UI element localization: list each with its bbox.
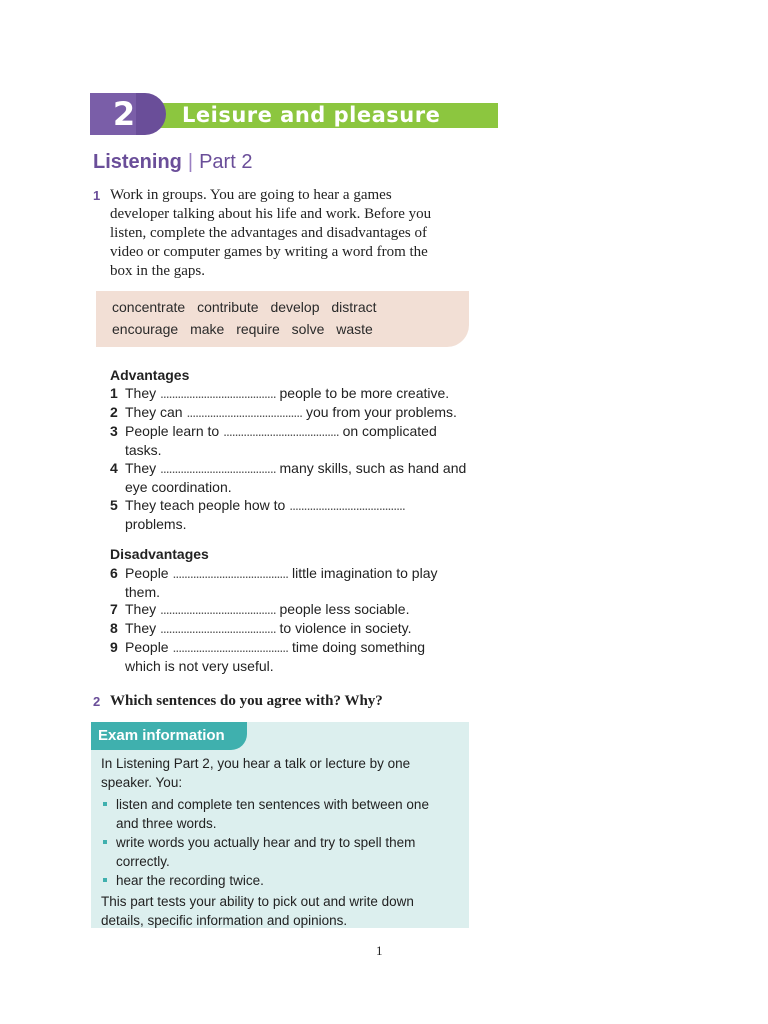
exam-outro-line: This part tests your ability to pick out and write down [101, 894, 414, 909]
word-item: make [190, 321, 225, 337]
item-number: 3 [110, 423, 118, 439]
item-text-before: People [125, 565, 169, 581]
item-text-before: They teach people how to [125, 497, 286, 513]
page-number: 1 [376, 943, 383, 958]
item-number: 2 [110, 404, 118, 420]
exam-bullet-line: correctly. [116, 854, 170, 869]
question-1-line: box in the gaps. [110, 263, 205, 279]
exam-intro-line: speaker. You: [101, 775, 183, 790]
exam-information-tab [91, 722, 247, 750]
answer-gap[interactable]: ........................................ [289, 497, 405, 513]
answer-gap[interactable]: ........................................ [160, 620, 276, 636]
item-number: 1 [110, 385, 118, 401]
exam-outro-line: details, specific information and opinions. [101, 913, 348, 928]
item-number: 9 [110, 639, 118, 655]
word-item: develop [270, 299, 320, 315]
item-text-before: People [125, 639, 169, 655]
item-text-continued: tasks. [125, 442, 162, 458]
item-text-continued: them. [125, 584, 161, 600]
disadvantages-heading: Disadvantages [110, 546, 209, 562]
item-text-before: They [125, 460, 157, 476]
section-subtitle: Part 2 [199, 151, 253, 173]
item-text-before: People learn to [125, 423, 220, 439]
word-row-2 [112, 321, 381, 337]
item-text-continued: which is not very useful. [125, 658, 274, 674]
item-number: 4 [110, 460, 118, 476]
answer-gap[interactable]: ........................................ [172, 639, 289, 655]
item-text-before: They [125, 385, 157, 401]
item-text-after: on complicated [342, 423, 437, 439]
answer-gap[interactable]: ........................................ [186, 404, 303, 420]
item-text-after: you from your problems. [305, 404, 457, 420]
item-number: 6 [110, 565, 118, 581]
question-2-number: 2 [93, 694, 101, 709]
word-item: solve [291, 321, 325, 337]
item-text-after: people to be more creative. [279, 385, 450, 401]
word-item: require [236, 321, 280, 337]
item-text-after: time doing something [291, 639, 426, 655]
item-text-continued: eye coordination. [125, 479, 232, 495]
exam-intro-line: In Listening Part 2, you hear a talk or lecture by one [101, 756, 411, 771]
item-text-after: to violence in society. [279, 620, 412, 636]
answer-gap[interactable]: ........................................ [160, 601, 276, 617]
item-text-after: little imagination to play [291, 565, 438, 581]
question-2-text: Which sentences do you agree with? Why? [110, 693, 383, 709]
answer-gap[interactable]: ........................................ [223, 423, 339, 439]
bullet-icon [103, 878, 107, 882]
word-item: waste [336, 321, 373, 337]
item-text-after: people less sociable. [279, 601, 410, 617]
word-item: distract [331, 299, 377, 315]
unit-banner [90, 93, 498, 135]
word-row-1 [112, 299, 385, 315]
advantages-heading: Advantages [110, 367, 190, 383]
question-1-text [110, 186, 472, 281]
unit-title: Leisure and pleasure [182, 103, 441, 127]
word-item: encourage [112, 321, 179, 337]
answer-gap[interactable]: ........................................ [160, 460, 276, 476]
exam-bullet-line: hear the recording twice. [116, 873, 264, 888]
item-text-before: They can [125, 404, 183, 420]
question-1-line: listen, complete the advantages and disadvantages of [110, 225, 427, 241]
bullet-icon [103, 840, 107, 844]
answer-gap[interactable]: ........................................ [172, 565, 289, 581]
exam-bullet-line: listen and complete ten sentences with between one [116, 797, 429, 812]
item-number: 8 [110, 620, 118, 636]
question-1-line: video or computer games by writing a word from the [110, 244, 428, 260]
exam-information-title: Exam information [98, 727, 225, 744]
section-separator: | [187, 151, 194, 173]
item-text-after: many skills, such as hand and [279, 460, 467, 476]
exam-information-box [91, 722, 469, 928]
word-item: concentrate [112, 299, 186, 315]
item-text-before: They [125, 620, 157, 636]
bullet-icon [103, 802, 107, 806]
question-1-line: Work in groups. You are going to hear a games [110, 187, 392, 203]
word-box [96, 291, 469, 347]
word-item: contribute [197, 299, 259, 315]
unit-number: 2 [112, 95, 136, 133]
item-text-before: They [125, 601, 157, 617]
question-1-line: developer talking about his life and work. Before you [110, 206, 432, 222]
exam-bullet-line: write words you actually hear and try to spell them [116, 835, 416, 850]
exam-bullet-line: and three words. [116, 816, 217, 831]
question-1-number: 1 [93, 188, 101, 203]
item-number: 7 [110, 601, 118, 617]
item-number: 5 [110, 497, 118, 513]
section-title: Listening [93, 151, 182, 173]
item-text-continued: problems. [125, 516, 187, 532]
answer-gap[interactable]: ........................................ [160, 385, 276, 401]
section-heading [93, 148, 252, 176]
